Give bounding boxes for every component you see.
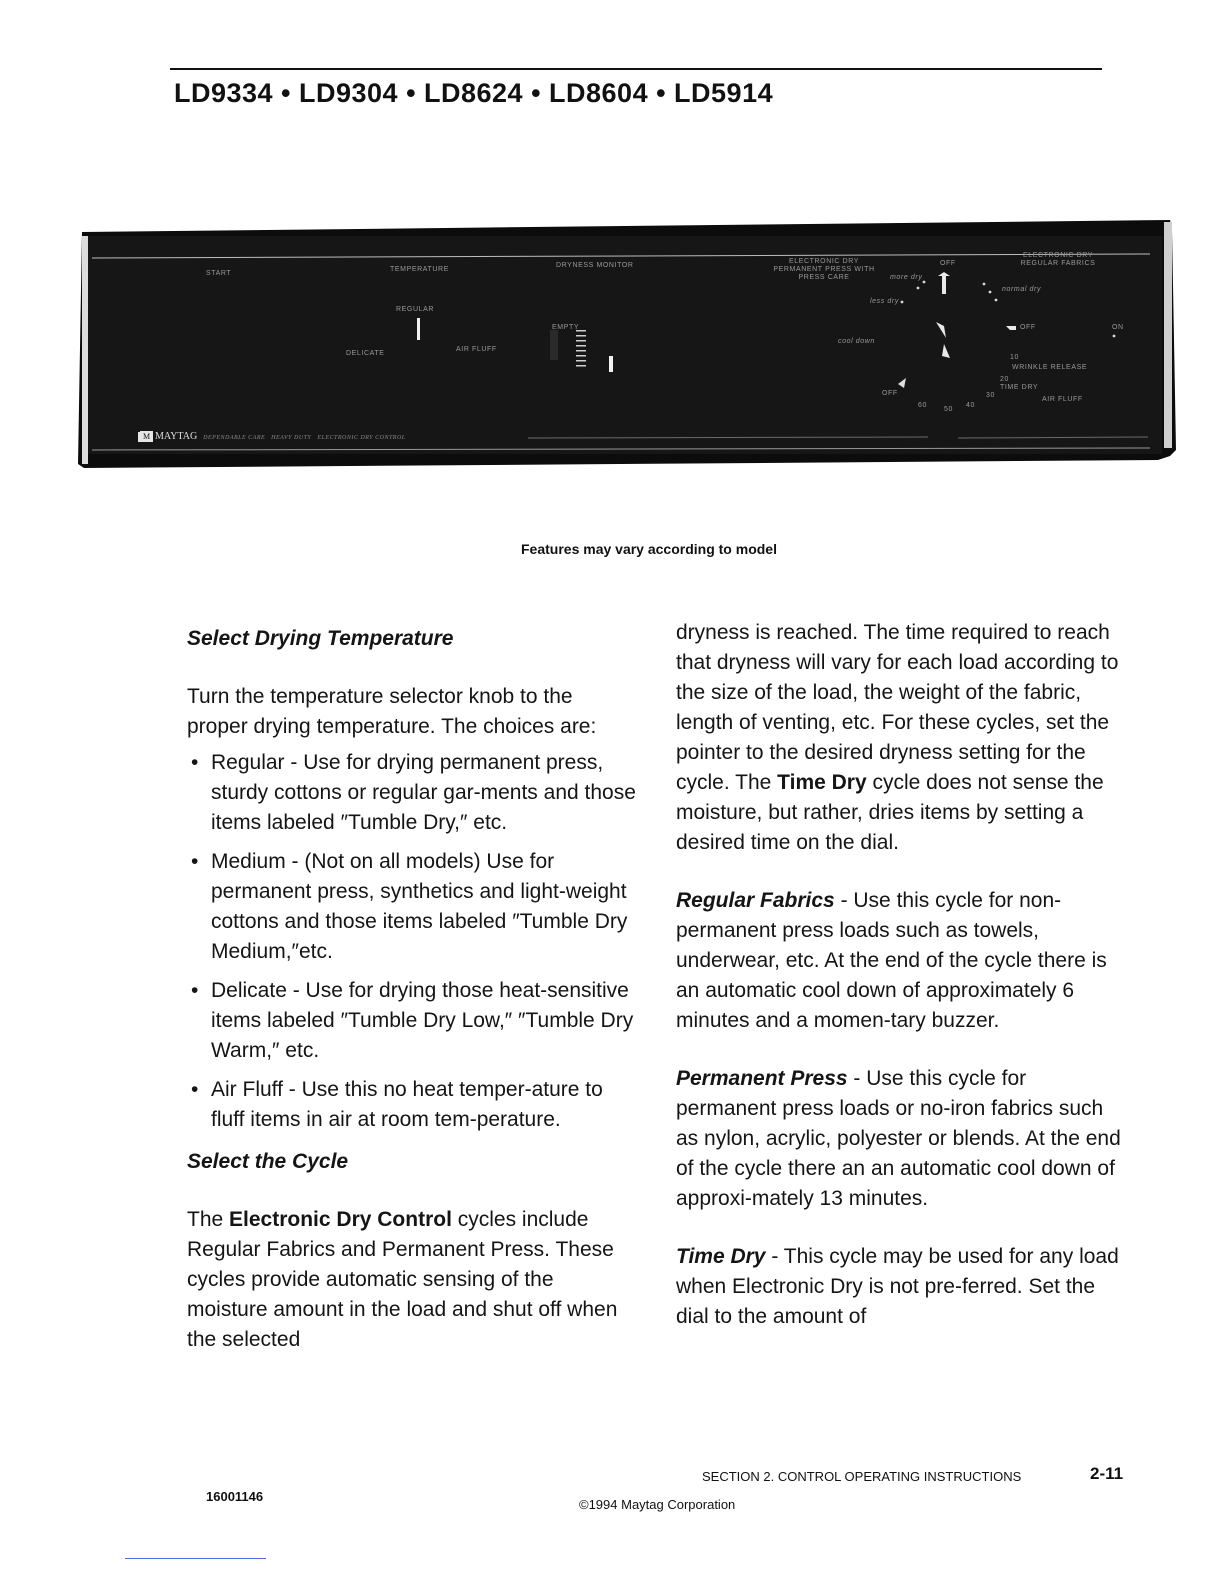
twenty-label: 20 (1000, 376, 1009, 383)
electronic-regular-label: ELECTRONIC DRY REGULAR FABRICS (1020, 252, 1096, 267)
brand-sub-2: HEAVY DUTY (271, 435, 312, 441)
list-item: • Regular - Use for drying permanent press, sturdy cottons or regular gar-ments and those items labeled ″Tumble Dry,″ etc. (187, 748, 637, 838)
right-column (676, 618, 1131, 1332)
electronic-perm-press-label: ELECTRONIC DRY PERMANENT PRESS WITH PRESS CARE (773, 258, 875, 281)
dryness-paragraph: dryness is reached. The time required to reach that dryness will vary for each load according to the size of the load, the weight of the fabric, length of venting, etc. For these cycles, set the pointer to the desired dryness setting for the cycle. The Time Dry cycle does not sense the moisture, but rather, dries items by setting a desired time on the dial. (676, 621, 1119, 854)
thirty-label: 30 (986, 392, 995, 399)
dryness-monitor-label: DRYNESS MONITOR (556, 262, 634, 269)
maytag-logo-icon: M (140, 431, 153, 442)
brand-sub-1: DEPENDABLE CARE (203, 435, 266, 441)
cycle-intro-paragraph: The Electronic Dry Control cycles include Regular Fabrics and Permanent Press. These cycles provide automatic sensing of the moisture amount in the load and shut off when the selected (187, 1208, 618, 1351)
more-dry-label: more dry (890, 274, 923, 281)
regular-fabrics-paragraph: Regular Fabrics - Use this cycle for non-permanent press loads such as towels, underwear, etc. At the end of the cycle there is an automatic cool down of approximately 6 minutes and a momen-tary buzzer. (676, 889, 1107, 1032)
temperature-intro: Turn the temperature selector knob to the proper drying temperature. The choices are: (187, 685, 597, 738)
list-item: • Air Fluff - Use this no heat temper-ature to fluff items in air at room tem-perature. (187, 1075, 637, 1135)
time-dry-label: TIME DRY (1000, 384, 1039, 391)
permanent-press-paragraph: Permanent Press - Use this cycle for permanent press loads or no-iron fabrics such as nylon, acrylic, polyester or blends. At the end of the cycle there an an automatic cool down of approxi-mately 13 minutes. (676, 1067, 1121, 1210)
temperature-label: TEMPERATURE (390, 266, 449, 273)
list-item: • Medium - (Not on all models) Use for permanent press, synthetics and light-weight cottons and those items labeled ″Tumble Dry Medium,″etc. (187, 847, 637, 967)
wrinkle-release-label: WRINKLE RELEASE (1012, 364, 1088, 371)
off-bottom-label: OFF (882, 390, 898, 397)
sixty-label: 60 (918, 402, 927, 409)
section-title: SECTION 2. CONTROL OPERATING INSTRUCTIONS (702, 1469, 1022, 1484)
header-rule (170, 68, 1102, 70)
forty-label: 40 (966, 402, 975, 409)
left-column (187, 624, 637, 1355)
model-numbers-title: LD9334 • LD9304 • LD8624 • LD8604 • LD5914 (174, 78, 774, 108)
control-panel-illustration (78, 218, 1176, 480)
brand-name: MAYTAG (155, 431, 198, 442)
brand-sub-3: ELECTRONIC DRY CONTROL (317, 435, 406, 441)
delicate-label: DELICATE (346, 350, 385, 357)
less-dry-label: less dry (870, 298, 899, 305)
heading-select-the-cycle: Select the Cycle (187, 1150, 349, 1173)
document-number: 16001146 (206, 1489, 264, 1504)
fifty-label: 50 (944, 406, 953, 413)
start-label: START (206, 270, 232, 277)
empty-label: EMPTY (552, 324, 580, 331)
time-dry-paragraph: Time Dry - This cycle may be used for any load when Electronic Dry is not pre-ferred. Set the dial to the amount of (676, 1245, 1119, 1328)
off-right-label: OFF (1020, 324, 1036, 331)
air-fluff-2-label: AIR FLUFF (1042, 396, 1083, 403)
figure-caption: Features may vary according to model (521, 541, 777, 557)
off-top-label: OFF (940, 260, 956, 267)
copyright: ©1994 Maytag Corporation (579, 1497, 736, 1512)
temperature-options-list (187, 748, 637, 1135)
maytag-brand (140, 431, 406, 442)
page-number: 2-11 (1090, 1464, 1124, 1483)
on-label: ON (1112, 324, 1124, 331)
list-item: • Delicate - Use for drying those heat-sensitive items labeled ″Tumble Dry Low,″ ″Tumble Dry Warm,″ etc. (187, 976, 637, 1066)
regular-temp-label: REGULAR (396, 306, 435, 313)
footer-divider (125, 1558, 266, 1559)
air-fluff-label: AIR FLUFF (456, 346, 497, 353)
cool-down-label: cool down (838, 338, 875, 345)
heading-select-drying-temperature: Select Drying Temperature (187, 627, 454, 650)
ten-label: 10 (1010, 354, 1019, 361)
normal-dry-label: normal dry (1002, 286, 1042, 293)
